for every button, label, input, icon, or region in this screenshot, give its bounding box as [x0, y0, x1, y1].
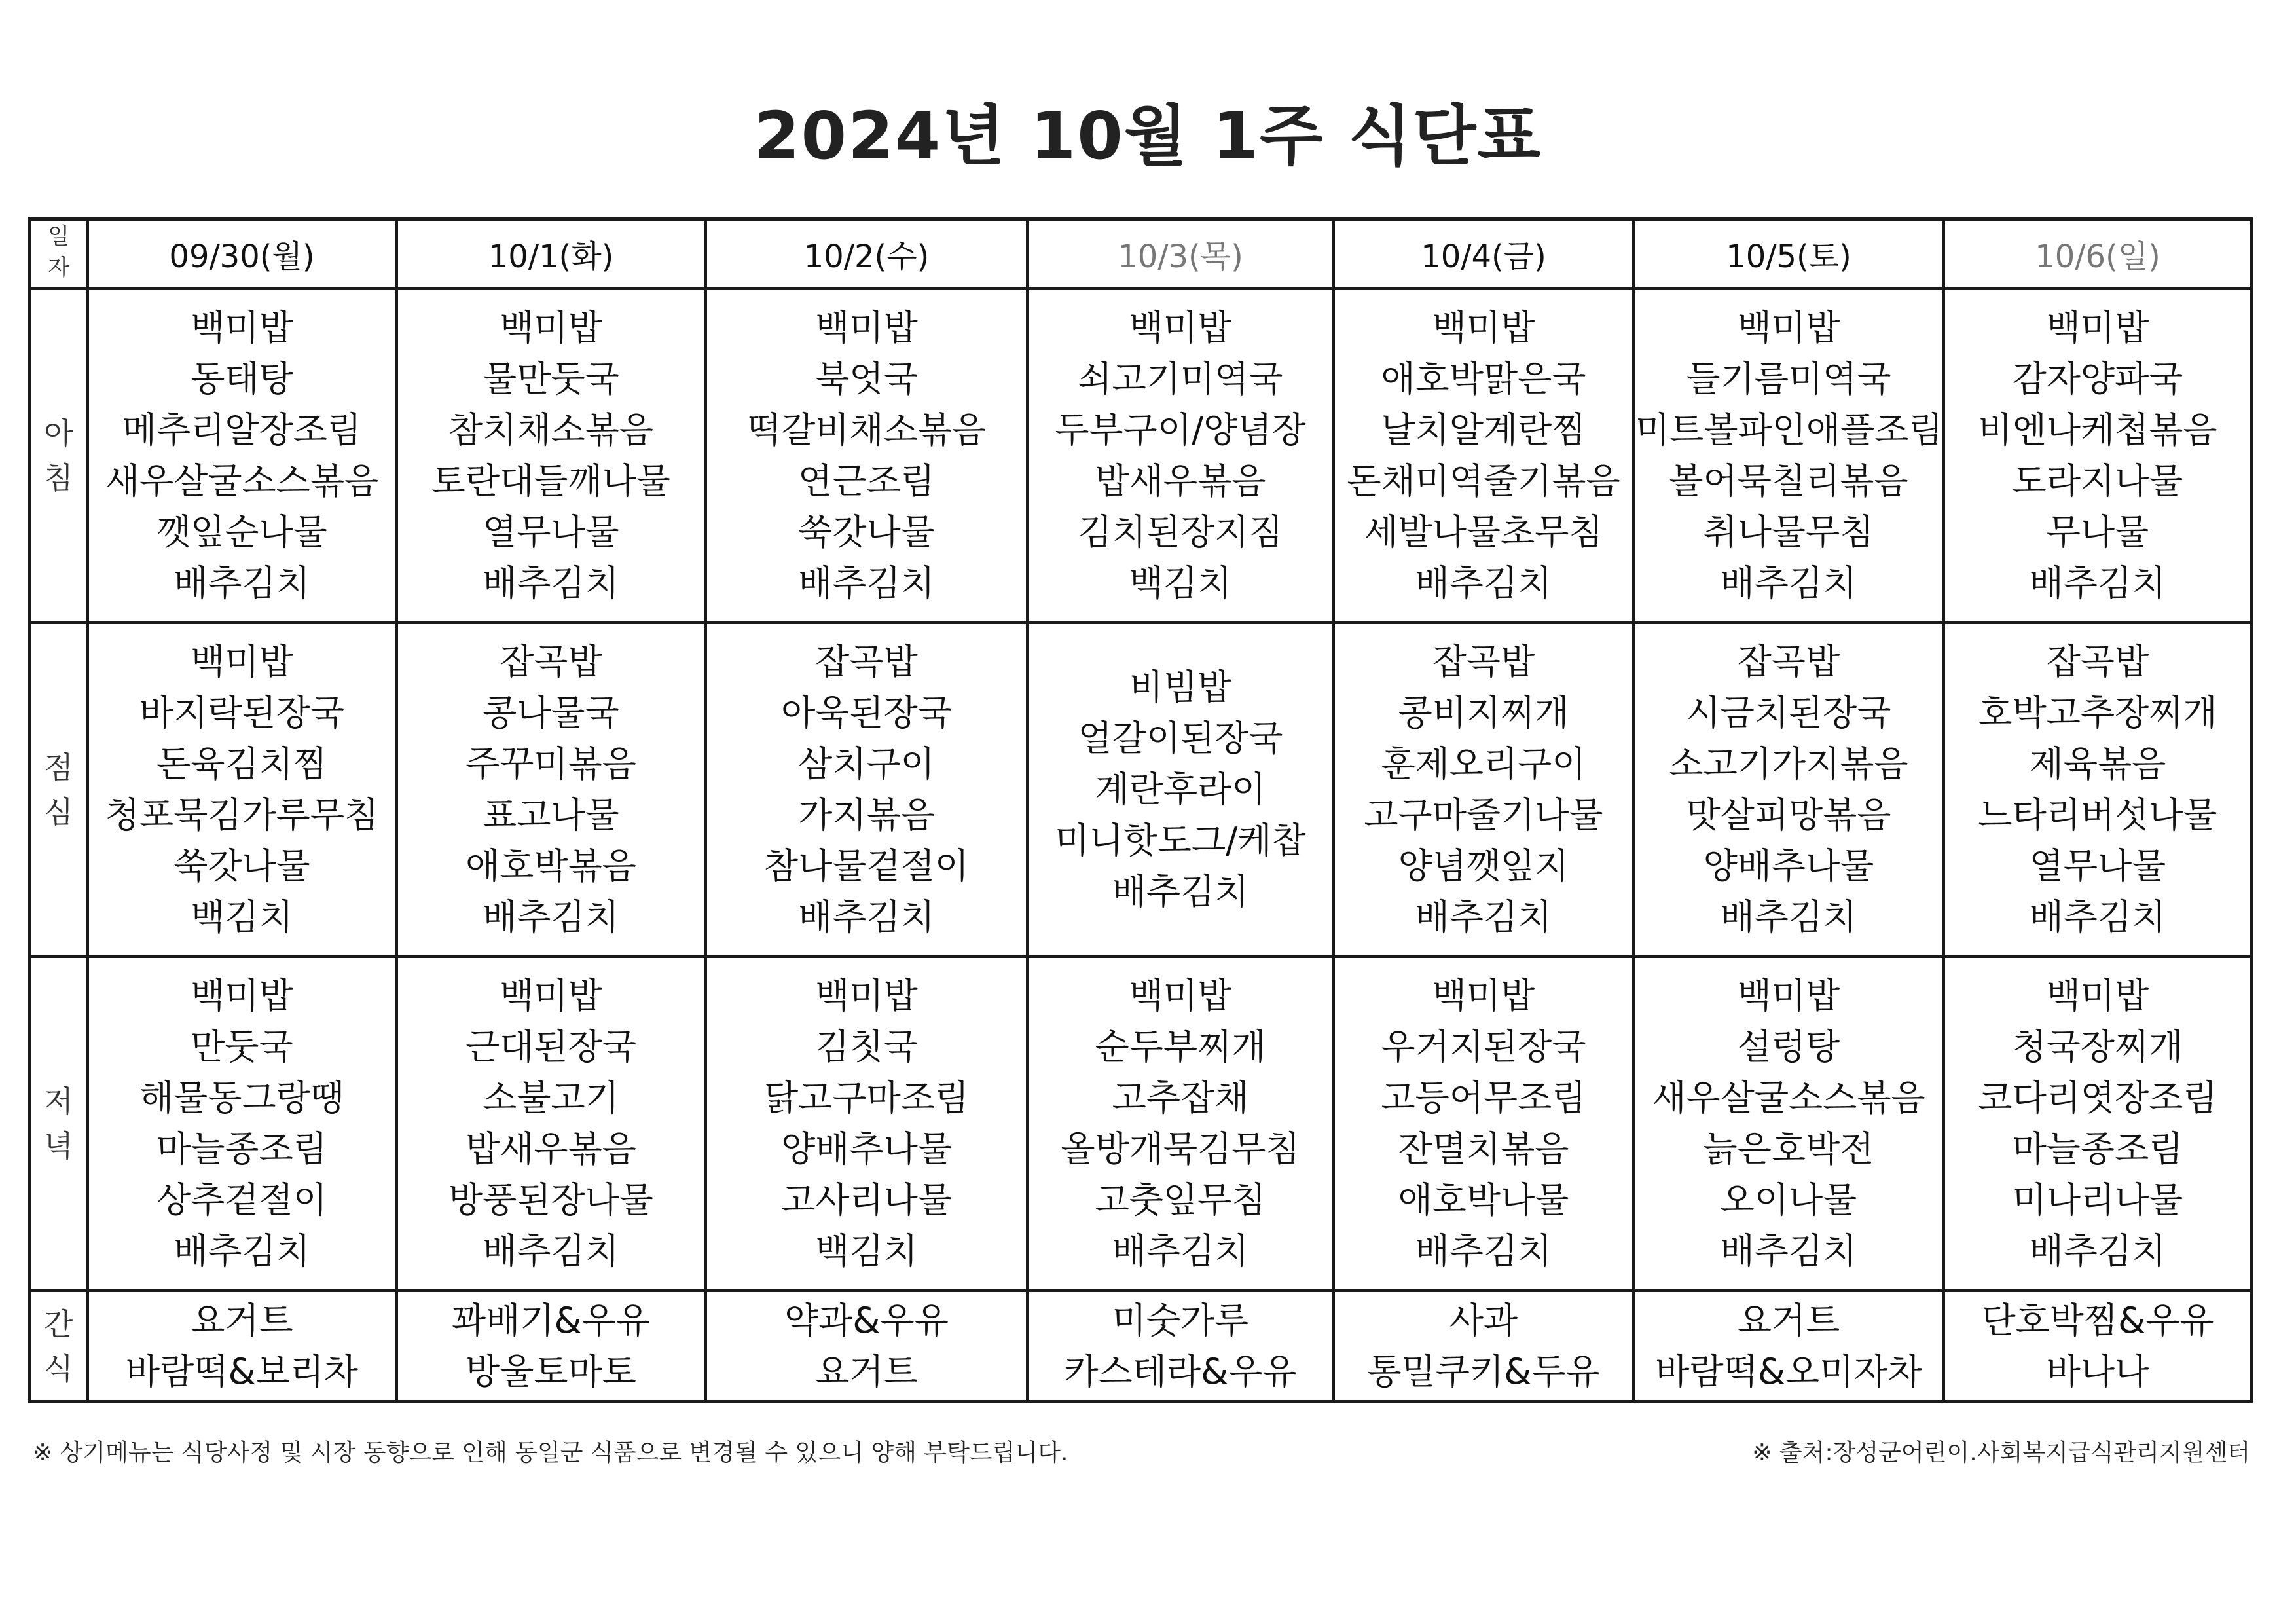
menu-item: 바나나 — [2046, 1350, 2149, 1392]
menu-item: 잡곡밥 — [1432, 640, 1535, 682]
menu-item: 연근조림 — [798, 460, 935, 502]
menu-item: 백미밥 — [1737, 974, 1840, 1016]
menu-item: 호박고추장찌개 — [1978, 692, 2217, 733]
menu-cell — [1028, 289, 1334, 623]
menu-item: 우거지된장국 — [1381, 1025, 1586, 1067]
menu-cell — [397, 1291, 706, 1402]
menu-item: 소고기가지볶음 — [1669, 743, 1908, 784]
menu-item: 들기름미역국 — [1686, 358, 1891, 399]
menu-cell — [1028, 1291, 1334, 1402]
menu-item: 사과 — [1449, 1299, 1518, 1341]
menu-list — [1635, 1295, 1942, 1397]
menu-item: 배추김치 — [2029, 562, 2166, 604]
menu-item: 잡곡밥 — [815, 640, 918, 682]
menu-item: 배추김치 — [1720, 562, 1857, 604]
menu-item: 요거트 — [1737, 1299, 1840, 1341]
menu-item: 잡곡밥 — [2046, 640, 2149, 682]
menu-list — [1335, 637, 1632, 943]
menu-item: 배추김치 — [2029, 896, 2166, 938]
menu-item: 배추김치 — [798, 896, 935, 938]
menu-list — [89, 637, 395, 943]
menu-list — [1945, 1295, 2250, 1397]
menu-item: 깻잎순나물 — [156, 511, 327, 553]
menu-item: 쑥갓나물 — [173, 845, 310, 887]
menu-item: 밥새우볶음 — [465, 1128, 636, 1170]
menu-item: 단호박찜&우유 — [1981, 1299, 2214, 1341]
menu-item: 배추김치 — [483, 562, 619, 604]
menu-item: 잔멸치볶음 — [1398, 1128, 1569, 1170]
menu-item: 열무나물 — [2029, 845, 2166, 887]
menu-item: 애호박나물 — [1398, 1179, 1569, 1221]
menu-item: 약과&우유 — [784, 1299, 949, 1341]
menu-item: 백미밥 — [2046, 974, 2149, 1016]
menu-item: 백미밥 — [1432, 306, 1535, 348]
menu-item: 통밀쿠키&두유 — [1367, 1350, 1600, 1392]
menu-item: 닭고구마조림 — [764, 1077, 969, 1118]
menu-item: 미트볼파인애플조림 — [1635, 409, 1943, 451]
menu-item: 늙은호박전 — [1703, 1128, 1874, 1170]
menu-item: 배추김치 — [1415, 896, 1552, 938]
menu-item: 만둣국 — [191, 1025, 293, 1067]
menu-item: 백미밥 — [1737, 306, 1840, 348]
menu-item: 콩나물국 — [483, 692, 619, 733]
date-cell-holiday: 10/6(일) — [1944, 219, 2252, 289]
menu-item: 두부구이/양념장 — [1055, 409, 1306, 451]
menu-item: 미니핫도그/케찹 — [1055, 819, 1306, 861]
menu-item: 메추리알장조림 — [122, 409, 362, 451]
menu-item: 청포묵김가루무침 — [105, 794, 379, 836]
menu-item: 비빔밥 — [1129, 666, 1232, 708]
menu-item: 새우살굴소스볶음 — [1652, 1077, 1925, 1118]
meal-label: 아침 — [30, 289, 88, 623]
menu-item: 훈제오리구이 — [1381, 743, 1586, 784]
menu-item: 백미밥 — [191, 640, 293, 682]
menu-list — [1029, 662, 1332, 917]
menu-list — [89, 970, 395, 1277]
menu-table — [28, 217, 2253, 1403]
menu-cell — [88, 623, 397, 957]
menu-item: 양배추나물 — [781, 1128, 952, 1170]
menu-item: 세발나물초무침 — [1364, 511, 1603, 553]
menu-item: 요거트 — [815, 1350, 918, 1392]
menu-item: 코다리엿장조림 — [1978, 1077, 2217, 1118]
menu-item: 백미밥 — [1129, 306, 1232, 348]
menu-item: 백미밥 — [1129, 974, 1232, 1016]
menu-item: 미나리나물 — [2012, 1179, 2183, 1221]
menu-item: 백미밥 — [500, 306, 602, 348]
menu-list — [1635, 970, 1942, 1277]
menu-item: 취나물무침 — [1703, 511, 1874, 553]
menu-item: 밥새우볶음 — [1095, 460, 1266, 502]
menu-item: 바람떡&보리차 — [125, 1350, 359, 1392]
menu-item: 삼치구이 — [798, 743, 935, 784]
menu-cell — [1334, 289, 1634, 623]
menu-item: 계란후라이 — [1095, 768, 1266, 810]
menu-item: 감자양파국 — [2012, 358, 2183, 399]
menu-item: 쇠고기미역국 — [1078, 358, 1283, 399]
menu-item: 새우살굴소스볶음 — [105, 460, 379, 502]
meal-label: 간식 — [30, 1291, 88, 1402]
menu-item: 돈육김치찜 — [156, 743, 327, 784]
menu-list — [1635, 303, 1942, 609]
menu-cell — [88, 957, 397, 1291]
menu-item: 양념깻잎지 — [1398, 845, 1569, 887]
menu-item: 무나물 — [2046, 511, 2149, 553]
menu-item: 설렁탕 — [1737, 1025, 1840, 1067]
header-row — [30, 219, 2252, 289]
menu-item: 고사리나물 — [781, 1179, 952, 1221]
menu-item: 배추김치 — [1720, 896, 1857, 938]
menu-item: 참나물겉절이 — [764, 845, 969, 887]
date-cell: 09/30(월) — [88, 219, 397, 289]
date-cell: 10/1(화) — [397, 219, 706, 289]
menu-item: 고추잡채 — [1112, 1077, 1249, 1118]
menu-cell — [397, 289, 706, 623]
menu-cell — [88, 1291, 397, 1402]
dinner-row — [30, 957, 2252, 1291]
menu-list — [1945, 970, 2250, 1277]
menu-item: 애호박볶음 — [465, 845, 636, 887]
menu-list — [1945, 303, 2250, 609]
menu-item: 근대된장국 — [465, 1025, 636, 1067]
date-cell: 10/5(토) — [1634, 219, 1944, 289]
menu-cell — [706, 957, 1028, 1291]
snack-row — [30, 1291, 2252, 1402]
menu-item: 배추김치 — [173, 562, 310, 604]
menu-item: 열무나물 — [483, 511, 619, 553]
menu-item: 표고나물 — [483, 794, 619, 836]
menu-item: 북엇국 — [815, 358, 918, 399]
menu-item: 도라지나물 — [2012, 460, 2183, 502]
menu-item: 오이나물 — [1720, 1179, 1857, 1221]
menu-item: 동태탕 — [191, 358, 293, 399]
menu-item: 배추김치 — [1112, 870, 1249, 912]
menu-item: 물만둣국 — [483, 358, 619, 399]
menu-cell — [1634, 623, 1944, 957]
menu-list — [1945, 637, 2250, 943]
menu-item: 주꾸미볶음 — [465, 743, 636, 784]
menu-cell — [1944, 289, 2252, 623]
menu-item: 배추김치 — [2029, 1230, 2166, 1272]
menu-list — [707, 970, 1026, 1277]
menu-item: 상추겉절이 — [156, 1179, 327, 1221]
menu-item: 고등어무조림 — [1381, 1077, 1586, 1118]
menu-item: 배추김치 — [798, 562, 935, 604]
menu-cell — [1334, 623, 1634, 957]
menu-item: 콩비지찌개 — [1398, 692, 1569, 733]
lunch-row — [30, 623, 2252, 957]
menu-cell — [397, 957, 706, 1291]
menu-item: 백김치 — [815, 1230, 918, 1272]
date-cell: 10/2(수) — [706, 219, 1028, 289]
menu-item: 소불고기 — [483, 1077, 619, 1118]
menu-item: 돈채미역줄기볶음 — [1347, 460, 1620, 502]
date-cell-holiday: 10/3(목) — [1028, 219, 1334, 289]
menu-item: 배추김치 — [1415, 562, 1552, 604]
menu-list — [707, 303, 1026, 609]
menu-list — [707, 637, 1026, 943]
menu-item: 애호박맑은국 — [1381, 358, 1586, 399]
menu-item: 백미밥 — [1432, 974, 1535, 1016]
menu-item: 방울토마토 — [465, 1350, 636, 1392]
breakfast-row — [30, 289, 2252, 623]
menu-list — [1335, 970, 1632, 1277]
menu-item: 백미밥 — [815, 974, 918, 1016]
menu-cell — [706, 1291, 1028, 1402]
menu-item: 쑥갓나물 — [798, 511, 935, 553]
menu-item: 아욱된장국 — [781, 692, 952, 733]
menu-item: 배추김치 — [483, 1230, 619, 1272]
menu-cell — [1944, 1291, 2252, 1402]
menu-item: 백김치 — [191, 896, 293, 938]
menu-list — [398, 303, 704, 609]
menu-list — [1029, 303, 1332, 609]
menu-cell — [1944, 957, 2252, 1291]
menu-item: 해물동그랑땡 — [139, 1077, 344, 1118]
menu-item: 날치알계란찜 — [1381, 409, 1586, 451]
menu-cell — [1634, 957, 1944, 1291]
menu-cell — [1334, 957, 1634, 1291]
menu-cell — [1944, 623, 2252, 957]
menu-list — [707, 1295, 1026, 1397]
menu-item: 방풍된장나물 — [448, 1179, 653, 1221]
menu-item: 배추김치 — [1415, 1230, 1552, 1272]
menu-item: 양배추나물 — [1703, 845, 1874, 887]
menu-cell — [1334, 1291, 1634, 1402]
menu-item: 느타리버섯나물 — [1978, 794, 2217, 836]
menu-item: 배추김치 — [1720, 1230, 1857, 1272]
menu-list — [398, 637, 704, 943]
menu-item: 시금치된장국 — [1686, 692, 1891, 733]
menu-item: 가지볶음 — [798, 794, 935, 836]
menu-cell — [88, 289, 397, 623]
menu-item: 백미밥 — [815, 306, 918, 348]
menu-item: 바지락된장국 — [139, 692, 344, 733]
menu-item: 고춧잎무침 — [1095, 1179, 1266, 1221]
menu-item: 백미밥 — [2046, 306, 2149, 348]
menu-item: 마늘종조림 — [156, 1128, 327, 1170]
menu-item: 바람떡&오미자차 — [1655, 1350, 1922, 1392]
menu-list — [398, 1295, 704, 1397]
menu-list — [1335, 1295, 1632, 1397]
menu-list — [398, 970, 704, 1277]
menu-item: 백미밥 — [500, 974, 602, 1016]
menu-cell — [706, 623, 1028, 957]
menu-cell — [1028, 623, 1334, 957]
date-header-label: 일자 — [30, 219, 88, 289]
menu-item: 잡곡밥 — [500, 640, 602, 682]
menu-list — [1029, 1295, 1332, 1397]
menu-cell — [1028, 957, 1334, 1291]
menu-item: 볼어묵칠리볶음 — [1669, 460, 1908, 502]
menu-item: 떡갈비채소볶음 — [746, 409, 987, 451]
menu-item: 제육볶음 — [2029, 743, 2166, 784]
menu-item: 김칫국 — [815, 1025, 918, 1067]
menu-item: 배추김치 — [483, 896, 619, 938]
menu-item: 백미밥 — [191, 974, 293, 1016]
menu-item: 백김치 — [1129, 562, 1232, 604]
menu-item: 청국장찌개 — [2012, 1025, 2183, 1067]
menu-list — [89, 1295, 395, 1397]
menu-item: 토란대들깨나물 — [431, 460, 671, 502]
menu-item: 카스테라&우유 — [1064, 1350, 1297, 1392]
menu-list — [1029, 970, 1332, 1277]
menu-item: 마늘종조림 — [2012, 1128, 2183, 1170]
meal-label: 점심 — [30, 623, 88, 957]
menu-item: 요거트 — [191, 1299, 293, 1341]
footnote-notice: ※ 상기메뉴는 식당사정 및 시장 동향으로 인해 동일군 식품으로 변경될 수 있으니 양해 부탁드립니다. — [33, 1439, 1068, 1466]
menu-item: 김치된장지짐 — [1078, 511, 1283, 553]
menu-item: 꽈배기&우유 — [452, 1299, 650, 1341]
menu-list — [89, 303, 395, 609]
menu-item: 비엔나케첩볶음 — [1978, 409, 2217, 451]
footnote-source: ※ 출처:장성군어린이.사회복지급식관리지원센터 — [1752, 1439, 2250, 1466]
menu-cell — [1634, 1291, 1944, 1402]
menu-item: 얼갈이된장국 — [1078, 717, 1283, 759]
menu-item: 순두부찌개 — [1095, 1025, 1266, 1067]
menu-item: 올방개묵김무침 — [1061, 1128, 1300, 1170]
menu-item: 참치채소볶음 — [448, 409, 653, 451]
menu-cell — [1634, 289, 1944, 623]
menu-item: 고구마줄기나물 — [1364, 794, 1603, 836]
menu-cell — [706, 289, 1028, 623]
meal-label: 저녁 — [30, 957, 88, 1291]
page-title: 2024년 10월 1주 식단표 — [754, 98, 1542, 174]
menu-item: 잡곡밥 — [1737, 640, 1840, 682]
menu-item: 미숫가루 — [1112, 1299, 1249, 1341]
menu-cell — [397, 623, 706, 957]
menu-item: 배추김치 — [1112, 1230, 1249, 1272]
menu-list — [1635, 637, 1942, 943]
menu-item: 백미밥 — [191, 306, 293, 348]
menu-item: 맛살피망볶음 — [1686, 794, 1891, 836]
menu-list — [1335, 303, 1632, 609]
menu-item: 배추김치 — [173, 1230, 310, 1272]
date-cell: 10/4(금) — [1334, 219, 1634, 289]
